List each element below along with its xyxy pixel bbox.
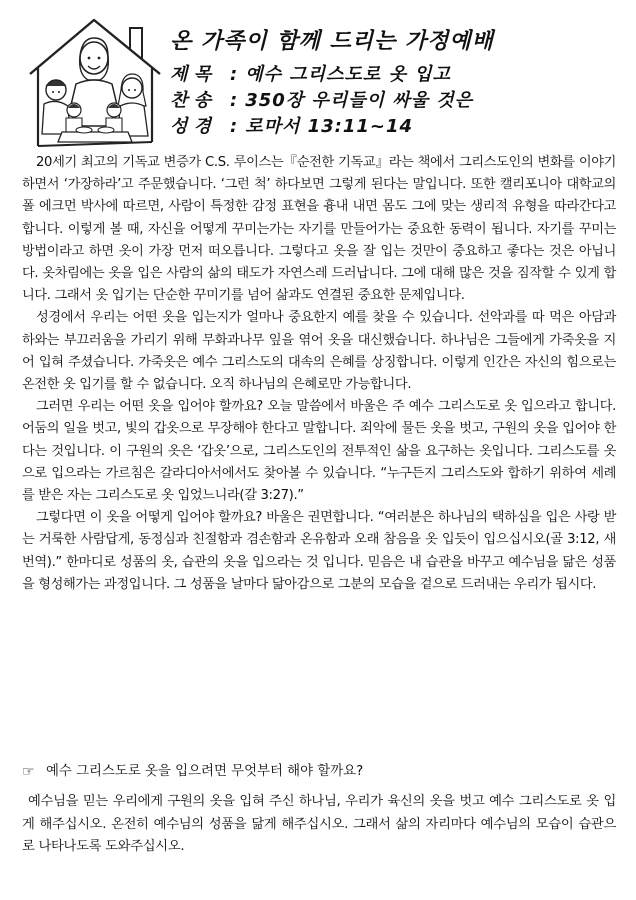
sermon-paragraph-3: 그러면 우리는 어떤 옷을 입어야 할까요? 오늘 말씀에서 바울은 주 예수 그리스도로 옷 입으라고 합니다. 어둠의 일을 벗고, 빛의 갑옷으로 무장해야 한다고 말합니다. 죄악에 물든 옷을 벗고, 구원의 옷을 입어야 한다는 것입니다. 이 구원의 옷은 ‘갑옷’으로, 그리스도인의 전투적인 삶을 요구하는 옷입니다. 그리스도를 옷으로 입으라는 가르침은 갈라디아서에서도 찾아볼 수 있습니다. “누구든지 그리스도와 합하기 위하여 세례를 받은 자는 그리스도로 옷 입었느니라(갈 3:27).”: [22, 399, 616, 504]
sermon-paragraph-1: 20세기 최고의 기독교 변증가 C.S. 루이스는『순전한 기독교』라는 책에서 그리스도인의 변화를 이야기하면서 ‘가장하라’고 주문했습니다. ‘그런 척’ 하다보면 그렇게 된다는 말입니다. 또한 캘리포니아 대학교의 폴 에크먼 박사에 따르면, 사람이 특정한 감정 표현을 흉내 내면 몸도 그에 맞는 생리적 유형을 따라간다고 합니다. 이렇게 볼 때, 자신을 어떻게 꾸미는가는 자기를 만들어가는 중요한 동력이 됩니다. 자기를 꾸미는 방법이라고 하면 옷이 가장 먼저 떠오릅니다. 그렇다고 옷을 잘 입는 것만이 중요하고 좋다는 것은 아닙니다. 옷차림에는 옷을 입은 사람의 삶의 태도가 자연스레 드러납니다. 그에 대해 많은 것을 짐작할 수 있게 합니다. 그래서 옷 입기는 단순한 꾸미기를 넘어 삶과도 연결된 중요한 문제입니다.: [22, 155, 616, 304]
discussion-question-text: 예수 그리스도로 옷을 입으려면 무엇부터 해야 할까요?: [46, 764, 364, 779]
meta-row-hymn: [170, 86, 610, 112]
meta-separator: :: [230, 116, 238, 137]
meta-row-subject: [170, 60, 610, 86]
pointing-hand-icon: ☞: [22, 764, 35, 780]
sermon-body: [22, 152, 616, 596]
meta-separator: :: [230, 90, 238, 111]
sermon-paragraph-2: 성경에서 우리는 어떤 옷을 입는지가 얼마나 중요한지 예를 찾을 수 있습니다. 선악과를 따 먹은 아담과 하와는 부끄러움을 가리기 위해 무화과나무 잎을 엮어 옷을 대신했습니다. 하나님은 그들에게 가죽옷을 지어 입혀 주셨습니다. 가죽옷은 예수 그리스도의 대속의 은혜를 상징합니다. 이렇게 인간은 자신의 힘으로는 온전한 옷 입기를 할 수 없습니다. 오직 하나님의 은혜로만 가능합니다.: [22, 310, 616, 393]
meta-row-scripture: [170, 112, 610, 138]
worship-meta: [170, 60, 610, 138]
worship-title: 온 가족이 함께 드리는 가정예배: [170, 29, 494, 54]
discussion-question: [22, 761, 616, 783]
family-house-illustration: [22, 14, 172, 154]
meta-key-subject: 제 목: [170, 64, 212, 85]
meta-separator: :: [230, 64, 238, 85]
meta-value-subject: 예수 그리스도로 옷 입고: [245, 64, 451, 85]
meta-value-scripture: 로마서 13:11~14: [245, 116, 414, 137]
meta-key-scripture: 성 경: [170, 116, 212, 137]
closing-prayer: [22, 791, 616, 859]
closing-prayer-text: 예수님을 믿는 우리에게 구원의 옷을 입혀 주신 하나님, 우리가 육신의 옷을 벗고 예수 그리스도로 옷 입게 해주십시오. 온전히 예수님의 성품을 닮게 해주십시오. 그래서 삶의 자리마다 예수님의 모습이 습관으로 나타나도록 도와주십시오.: [22, 794, 616, 854]
meta-key-hymn: 찬 송: [170, 90, 212, 111]
meta-value-hymn: 350장 우리들이 싸울 것은: [245, 90, 474, 111]
sermon-paragraph-4: 그렇다면 이 옷을 어떻게 입어야 할까요? 바울은 권면합니다. “여러분은 하나님의 택하심을 입은 사랑 받는 거룩한 사람답게, 동정심과 친절함과 겸손함과 온유함과 오래 참음을 옷 입듯이 입으십시오(골 3:12, 새번역).” 한마디로 성품의 옷, 습관의 옷을 입으라는 것 입니다. 믿음은 내 습관을 바꾸고 예수님을 닮은 성품을 형성해가는 과정입니다. 그 성품을 날마다 닮아감으로 그분의 모습을 겉으로 드러내는 우리가 됩시다.: [22, 510, 616, 592]
header: [22, 14, 622, 154]
